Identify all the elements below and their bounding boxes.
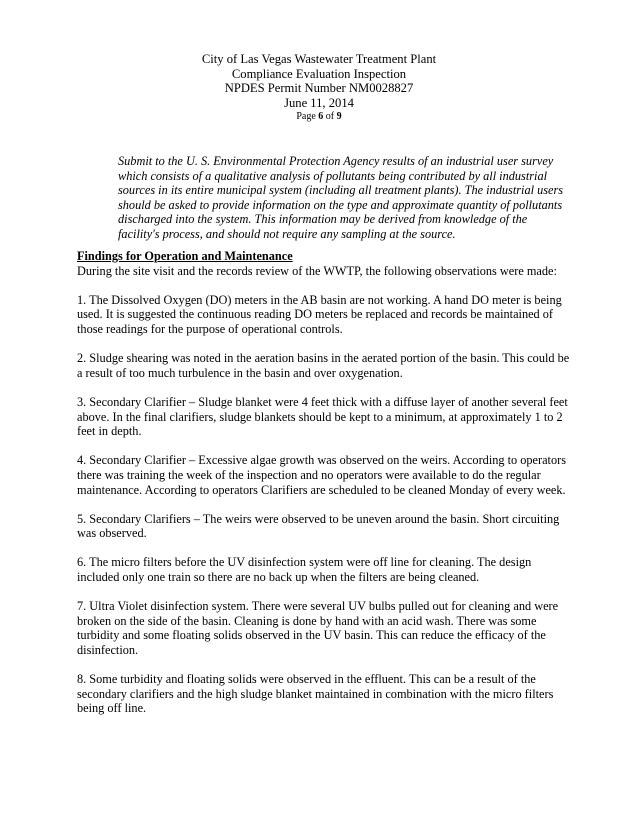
header-plant-name: City of Las Vegas Wastewater Treatment Plant [201,52,437,66]
survey-requirement-paragraph: Submit to the U. S. Environmental Protection Agency results of an industrial user survey which consists of a qualitative analysis of pollutants being contributed by all industrial sources in its entire municipal system (including all treatment plants). The industrial users should be asked to provide information on the type and approximate quantity of pollutants discharged into the system. This information may be derived from knowledge of the facility's process, and should not require any sampling at the source. [118,154,564,241]
header-date: June 11, 2014 [284,95,354,110]
finding-item: 7. Ultra Violet disinfection system. There were several UV bulbs pulled out for cleaning and were broken on the side of the basin. Cleaning is done by hand with an acid wash. There was some turbidity and some floating solids observed in the UV basin. This can reduce the efficacy of the disinfection. [77,599,559,658]
finding-item: 8. Some turbidity and floating solids were observed in the effluent. This can be a result of the secondary clarifiers and the high sludge blanket maintained in combination with the micro filters being off line. [77,672,554,716]
page-prefix: Page [296,111,319,123]
section-intro: During the site visit and the records review of the WWTP, the following observations were made: [77,263,557,278]
header-permit-number: NPDES Permit Number NM0028827 [224,81,414,96]
page-total: 9 [336,111,342,123]
section-heading: Findings for Operation and Maintenance [77,249,293,263]
finding-item: 4. Secondary Clarifier – Excessive algae growth was observed on the weirs. According to operators there was training the week of the inspection and no operators were available to do the regular maintenance. According to operators Clarifiers are scheduled to be cleaned Monday of every week. [77,453,566,497]
finding-item: 1. The Dissolved Oxygen (DO) meters in the AB basin are not working. A hand DO meter is being used. It is suggested the continuous reading DO meters be replaced and records be maintained of those readings for the purpose of operational controls. [77,292,562,336]
findings-section [77,249,573,731]
finding-item: 3. Secondary Clarifier – Sludge blanket were 4 feet thick with a diffuse layer of another several feet above. In the final clarifiers, sludge blankets should be kept to a minimum, at approximately 1 to 2 feet in depth. [77,394,568,439]
page-mid: of [323,111,337,123]
finding-item: 2. Sludge shearing was noted in the aeration basins in the aerated portion of the basin. This could be a result of too much turbulence in the basin and over oxygenation. [77,351,570,380]
finding-item: 5. Secondary Clarifiers – The weirs were observed to be uneven around the basin. Short circuiting was observed. [77,511,560,541]
page-number [0,110,638,123]
page-current: 6 [318,111,324,123]
page-header [0,52,638,123]
header-inspection-type: Compliance Evaluation Inspection [231,66,407,81]
finding-item: 6. The micro filters before the UV disinfection system were off line for cleaning. The design included only one train so there are no back up when the filters are being cleaned. [77,555,532,585]
